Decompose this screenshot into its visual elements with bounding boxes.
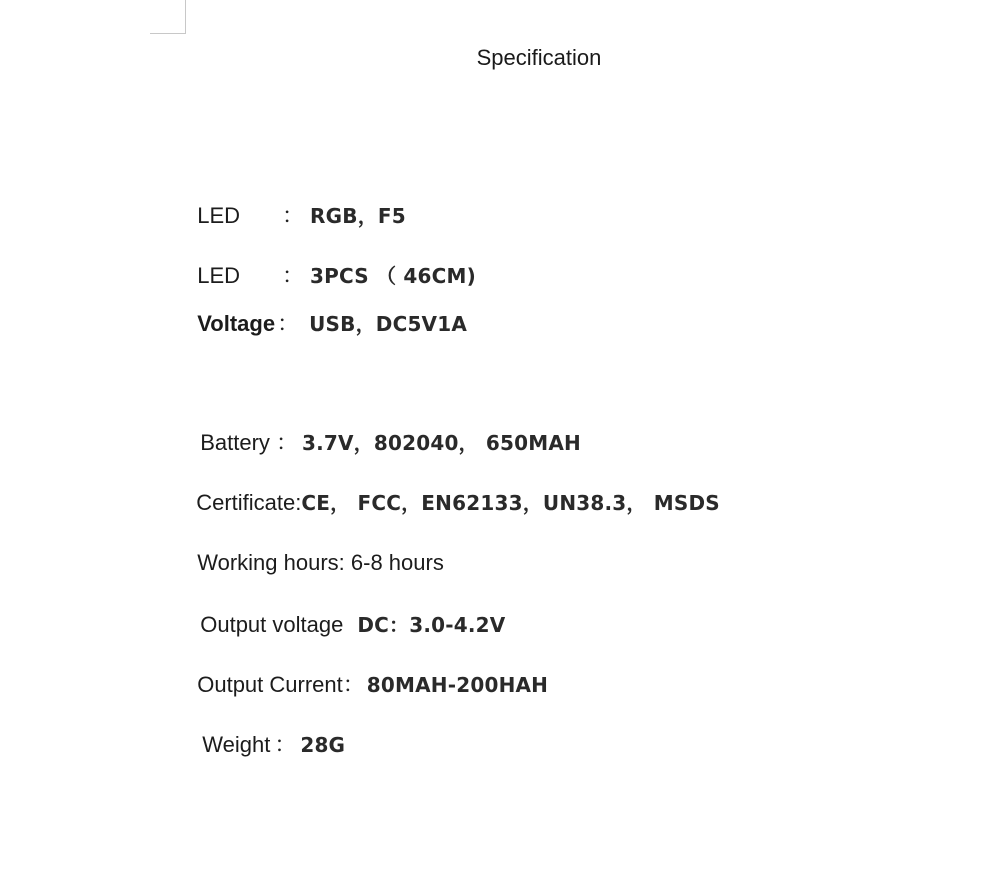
spec-separator: ： [342,672,365,697]
spec-separator: ： [282,263,305,288]
spec-value: 80MAH-200HAH [366,673,549,697]
spec-row-output-voltage [188,583,505,639]
spec-value: RGB，F5 [310,204,406,228]
spec-label: Certificate: [196,490,302,515]
spec-label: Working hours: 6-8 hours [197,550,444,575]
spec-label: Voltage [197,311,276,336]
spec-value: DC：3.0-4.2V [357,613,506,637]
spec-separator: ： [282,203,305,228]
spec-row-output-current [185,643,548,699]
spec-label: LED [197,203,241,228]
page-title: Specification [476,45,602,70]
spec-separator: ： [275,430,298,455]
spec-row-weight [190,703,345,759]
spec-label: Weight [202,732,271,757]
spec-row-battery [188,401,581,457]
spec-label: Output Current [197,672,343,697]
spec-separator: ： [274,732,297,757]
spec-row-voltage [185,282,467,338]
spec-separator: ： [277,311,300,336]
spec-row-led-type [185,174,406,230]
spec-value: 28G [300,733,346,757]
spec-value: 3.7V，802040， 650MAH [301,431,581,455]
spec-row-working-hours [185,521,444,577]
spec-label: Output voltage [200,612,344,637]
page-corner-mark [150,0,186,34]
spec-value: 3PCS （ 46CM) [310,264,476,288]
spec-label: Battery [200,430,270,455]
spec-label: LED [197,263,241,288]
spec-value: USB，DC5V1A [309,312,468,336]
spec-value: CE， FCC，EN62133，UN38.3， MSDS [301,491,720,515]
spec-row-certificate [184,461,720,517]
